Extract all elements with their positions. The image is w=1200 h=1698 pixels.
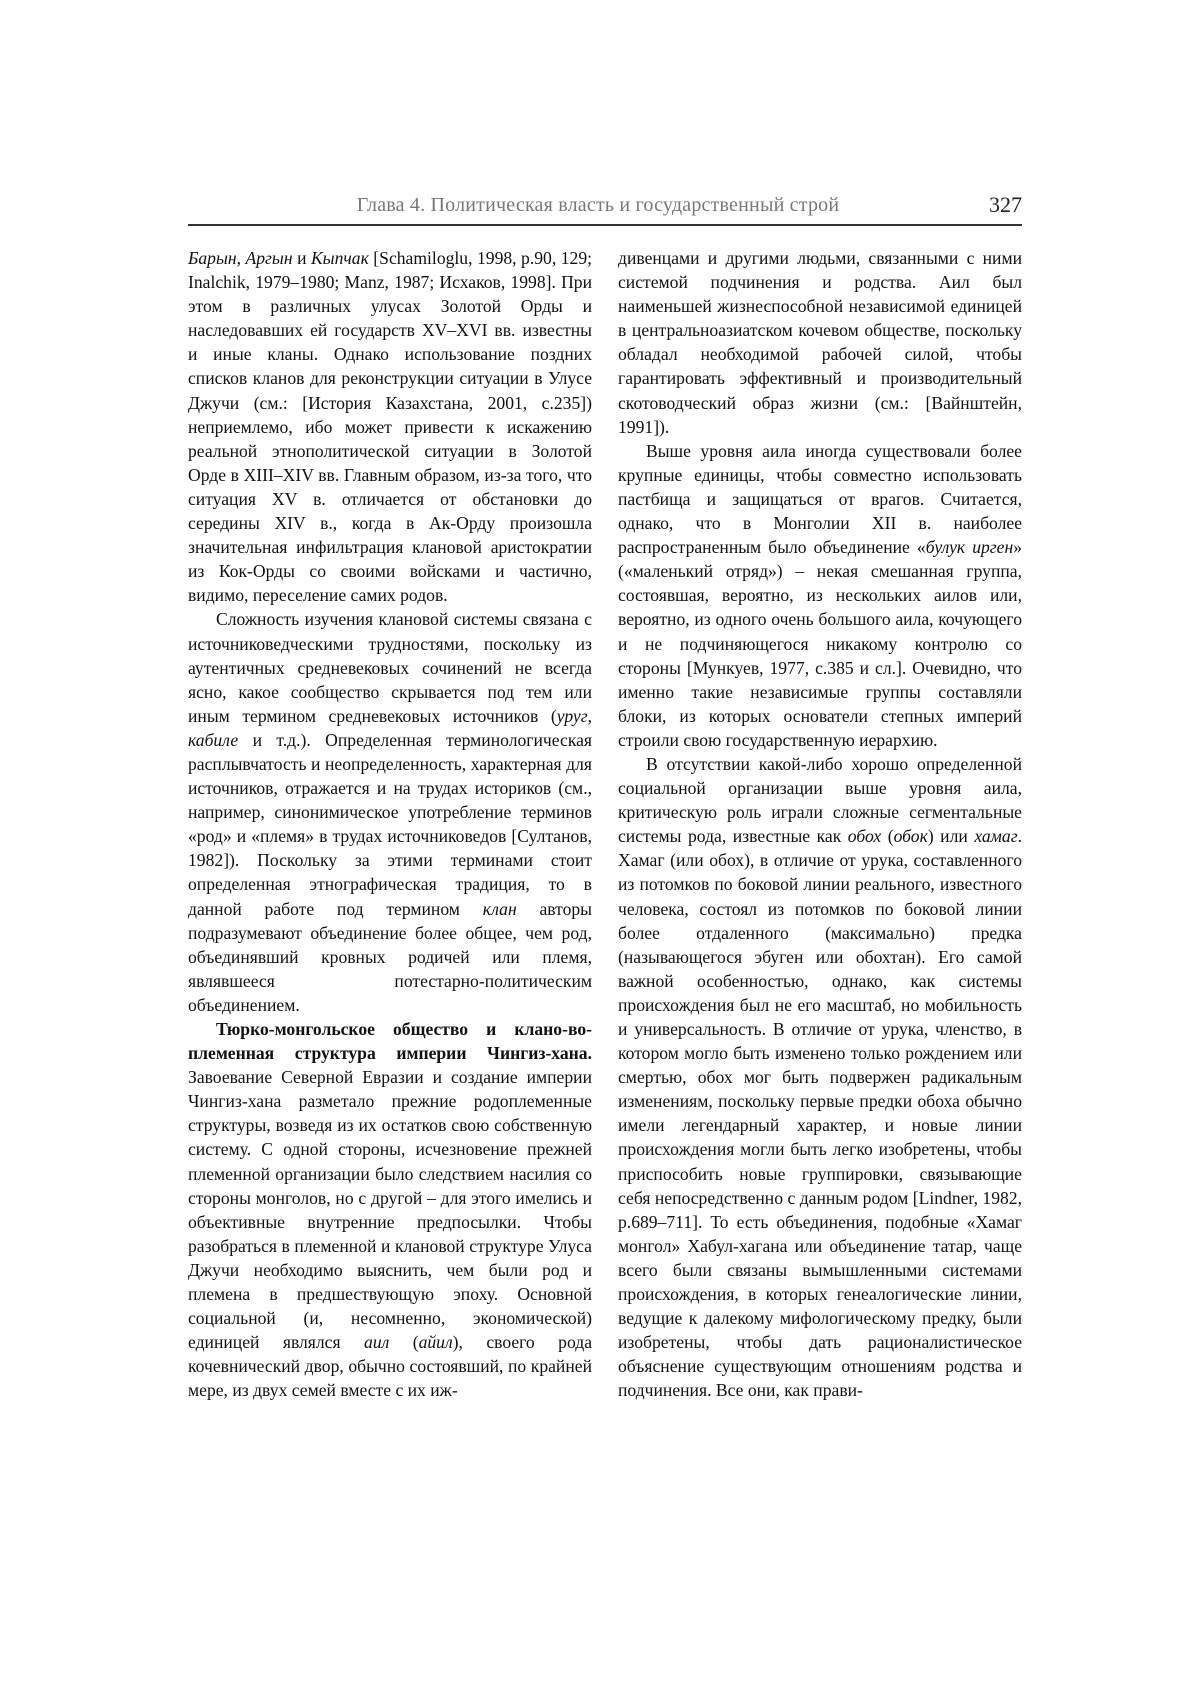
paragraph-text: авторы подразумевают объединение более общее, чем род, объединявший кровных родичей или племя, являвшееся потестарно-политическим объединением. [188,898,592,1015]
italic-term: айил [418,1332,453,1353]
italic-term: аил [364,1332,390,1353]
paragraph [618,439,1022,752]
paragraph-text: , [236,248,246,268]
paragraph-text: ), своего рода кочевнический двор, обычно состоявший, по крайней мере, из двух семей вместе с их иж- [188,1332,593,1401]
paragraph-text: [Schamiloglu, 1998, p.90, 129; Inalchik, 1979–1980; Manz, 1987; Исхаков, 1998]. При этом в различных улусах Золотой Орды и наследовавших ей государств XV–XVI вв. известны и иные кланы. Однако использование поздних списков кланов для реконструкции ситуации в Улусе Джучи (см.: [История Казахстана, 2001, с.235]) неприемлемо, ибо может привести к искажению реальной этнополитической ситуации в Золотой Орде в XIII–XIV вв. Главным образом, из-за того, что ситуация XV в. отличается от обстановки до середины XIV в., когда в Ак-Орду произошла значительная инфильтрация клановой аристократии из Кок-Орды со своими войсками и частично, видимо, переселение самих родов. [188,248,593,606]
italic-term: булук ирген [925,537,1014,558]
paragraph [188,1017,592,1403]
paragraph-text: В отсутствии какой-либо хорошо определенной социальной организации выше уровня аила, критическую роль играли сложные сегментальные системы рода, известные как [618,753,1022,847]
page-number: 327 [989,192,1022,217]
italic-term: обок [893,826,928,847]
italic-term: Барын [188,248,237,268]
italic-term: обох [847,826,882,847]
paragraph-text: Завоевание Северной Евразии и создание империи Чингиз-хана разметало прежние родоплеменные структуры, возведя из их остатков свою собственную систему. С одной стороны, исчезновение прежней племенной организации было следствием насилия со стороны монголов, но с другой – для этого имелись и объективные внутренние предпосылки. Чтобы разобраться в племенной и клановой структуре Улуса Джучи необходимо выяснить, чем были род и племена в предшествующую эпоху. Основной социальной (и, несомненно, экономической) единицей являлся [188,1067,592,1353]
paragraph-text: Сложность изучения клановой системы связана с источниковедческими трудностями, поскольку из аутентичных средневековых сочинений не всегда ясно, какое сообщество скрывается под тем или иным термином средневековых источников ( [188,609,592,726]
paragraph-text: . Хамаг (или обох), в отличие от урука, составленного из потомков по боковой линии реального, известного человека, состоял из потомков по боковой линии более отдаленного (максимально) предка (называющегося эбуген или обохтан). Его самой важной особенностью, однако, как системы происхождения был не его масштаб, но мобильность и универсальность. В отличие от урука, членство, в котором могло быть изменено только рождением или смертью, обох мог быть подвержен радикальным изменениям, поскольку первые предки обоха обычно имели легендарный характер, и новые линии происхождения могли быть легко изобретены, чтобы приспособить новые группировки, связывающие себя непосредственно с данным родом [Lindner, 1982, p.689–711]. То есть объединения, подобные «Хамаг монгол» Хабул-хагана или объединение татар, чаще всего были связаны вымышленными системами происхождения, в которых генеалогические линии, ведущие к далекому мифологическому предку, были изобретены, чтобы дать рационалистическое объяснение существующим отношениям родства и подчинения. Все они, как прави- [618,826,1022,1401]
paragraph-text: дивенцами и другими людьми, связанными с ними системой подчинения и родства. Аил был наименьшей жизнеспособной независимой единицей в центральноазиатском кочевом обществе, поскольку обладал необходимой рабочей силой, чтобы гарантировать эффективный и производительный скотоводческий образ жизни (см.: [Вайнштейн, 1991]). [618,248,1022,437]
paragraph-text: , [587,705,592,726]
paragraph-text: ( [881,826,894,847]
right-column [618,246,1022,1403]
bold-text: Тюрко-монгольское общество и клано-во-племенная структура империи Чингиз-хана. [188,1019,592,1064]
italic-term: Кыпчак [310,248,369,268]
paragraph [188,246,592,607]
paragraph-text: Выше уровня аила иногда существовали более крупные единицы, чтобы совместно использовать пастбища и защищаться от врагов. Считается, однако, что в Монголии XII в. наиболее распространенным было объединение « [618,440,1022,558]
chapter-title: Глава 4. Политическая власть и государственный строй [356,194,840,216]
paragraph [188,607,592,1017]
italic-term: Аргын [245,248,293,268]
italic-term: клан [482,898,517,919]
italic-term: кабиле [188,729,239,750]
paragraph-text: » («маленький отряд») – некая смешанная группа, состоявшая, вероятно, из нескольких аилов или, вероятно, из одного очень большого аила, кочующего и не подчиняющегося никакому контролю со стороны [Мункуев, 1977, с.385 и сл.]. Очевидно, что именно такие независимые группы составляли блоки, из которых основатели степных империй строили свою государственную иерархию. [618,537,1022,750]
paragraph [618,246,1022,439]
paragraph [618,752,1022,1403]
paragraph-text: ) или [927,826,975,847]
italic-term: уруг [556,705,588,726]
paragraph-text: и т.д.). Определенная терминологическая расплывчатость и неопределенность, характерная для источников, отражается и на трудах историков (см., например, синонимическое употребление терминов «род» и «племя» в трудах источниковедов [Султанов, 1982]). Поскольку за этими терминами стоит определенная этнографическая традиция, то в данной работе под термином [188,729,592,919]
running-header [188,190,1022,226]
paragraph-text: и [292,248,311,268]
italic-term: хамаг [974,826,1018,847]
paragraph-text: ( [389,1332,419,1353]
left-column [188,246,592,1403]
